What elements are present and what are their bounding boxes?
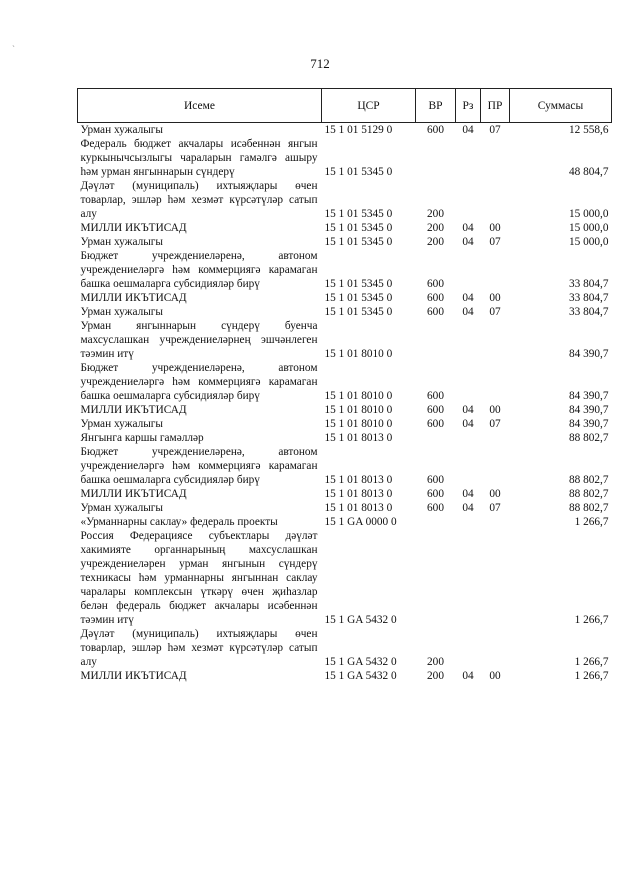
row-name: Урман янгыннарын сүндерү буенча махсуслашкан учреждениеләрнең эшчәнлеген тәэмин итү xyxy=(80,320,318,360)
table-row xyxy=(78,291,612,305)
row-pr: 00 xyxy=(489,670,501,682)
row-name: МИЛЛИ ИКЪТИСАД xyxy=(80,292,187,304)
row-vr: 600 xyxy=(427,292,444,304)
row-name: Дәүләт (муниципаль) ихтыяҗлары өчен товарлар, эшләр һәм хезмәт күрсәтүләр сатып алу xyxy=(80,180,318,220)
row-vr: 600 xyxy=(427,306,444,318)
row-vr xyxy=(416,137,456,179)
row-pr xyxy=(481,431,510,445)
row-rz xyxy=(456,179,481,221)
row-csr: 15 1 01 8013 0 xyxy=(324,488,393,500)
row-csr: 15 1 01 8013 0 xyxy=(324,502,393,514)
row-sum: 84 390,7 xyxy=(568,404,609,416)
row-vr xyxy=(416,431,456,445)
table-row xyxy=(78,305,612,319)
row-csr: 15 1 01 8010 0 xyxy=(324,404,393,416)
row-csr: 15 1 01 5345 0 xyxy=(324,292,393,304)
row-name: МИЛЛИ ИКЪТИСАД xyxy=(80,404,187,416)
header-csr: ЦСР xyxy=(322,89,416,123)
row-vr: 200 xyxy=(427,656,444,668)
budget-table xyxy=(77,88,612,683)
table-row xyxy=(78,529,612,627)
row-sum: 88 802,7 xyxy=(568,432,609,444)
row-name: МИЛЛИ ИКЪТИСАД xyxy=(80,670,187,682)
row-vr: 200 xyxy=(427,222,444,234)
row-csr: 15 1 01 5345 0 xyxy=(324,166,393,178)
scan-mark: ` xyxy=(12,44,15,54)
row-csr: 15 1 01 8010 0 xyxy=(324,418,393,430)
row-vr: 600 xyxy=(427,474,444,486)
row-sum: 1 266,7 xyxy=(574,670,609,682)
row-csr: 15 1 01 5345 0 xyxy=(324,208,393,220)
row-sum: 48 804,7 xyxy=(568,166,609,178)
row-sum: 33 804,7 xyxy=(568,278,609,290)
row-rz: 04 xyxy=(462,488,474,500)
row-vr: 200 xyxy=(427,208,444,220)
row-pr xyxy=(481,319,510,361)
row-vr: 600 xyxy=(427,390,444,402)
table-row xyxy=(78,361,612,403)
table-row xyxy=(78,431,612,445)
row-name: Федераль бюджет акчалары исәбеннән янгын куркынычсызлыгы чараларын гамәлгә ашыру һәм урман янгыннарын сүндерү xyxy=(80,138,318,178)
row-sum: 12 558,6 xyxy=(568,124,609,136)
table-body xyxy=(78,123,612,684)
table-row xyxy=(78,235,612,249)
row-pr: 07 xyxy=(489,418,501,430)
row-vr: 600 xyxy=(427,278,444,290)
row-name: Урман хужалыгы xyxy=(80,236,164,248)
table-row xyxy=(78,221,612,235)
row-pr xyxy=(481,445,510,487)
page-number: 712 xyxy=(310,56,330,71)
row-rz xyxy=(456,319,481,361)
row-csr: 15 1 01 5345 0 xyxy=(324,222,393,234)
row-vr: 200 xyxy=(427,670,444,682)
row-pr: 07 xyxy=(489,306,501,318)
row-name: Урман хужалыгы xyxy=(80,418,164,430)
row-name: МИЛЛИ ИКЪТИСАД xyxy=(80,222,187,234)
row-name: Бюджет учреждениеләренә, автоном учреждениеләргә һәм коммерциягә карамаган башка оешмаларга субсидияләр бирү xyxy=(80,250,318,290)
table-row xyxy=(78,319,612,361)
row-sum: 88 802,7 xyxy=(568,488,609,500)
row-sum: 15 000,0 xyxy=(568,208,609,220)
table-row xyxy=(78,669,612,683)
row-rz: 04 xyxy=(462,306,474,318)
table-row xyxy=(78,137,612,179)
row-pr: 07 xyxy=(489,124,501,136)
row-name: Янгынга каршы гамәлләр xyxy=(80,432,204,444)
row-csr: 15 1 GA 5432 0 xyxy=(324,670,397,682)
row-sum: 1 266,7 xyxy=(574,656,609,668)
row-rz: 04 xyxy=(462,222,474,234)
row-rz: 04 xyxy=(462,670,474,682)
row-csr: 15 1 01 8010 0 xyxy=(324,390,393,402)
row-sum: 84 390,7 xyxy=(568,390,609,402)
row-vr xyxy=(416,515,456,529)
row-csr: 15 1 01 5345 0 xyxy=(324,306,393,318)
row-csr: 15 1 01 8013 0 xyxy=(324,432,393,444)
row-csr: 15 1 01 8013 0 xyxy=(324,474,393,486)
row-name: «Урманнарны саклау» федераль проекты xyxy=(80,516,278,528)
row-rz: 04 xyxy=(462,292,474,304)
row-csr: 15 1 01 5345 0 xyxy=(324,236,393,248)
row-csr: 15 1 01 5129 0 xyxy=(324,124,393,136)
row-csr: 15 1 01 5345 0 xyxy=(324,278,393,290)
header-vr: ВР xyxy=(416,89,456,123)
table-row xyxy=(78,417,612,431)
table-header-row xyxy=(78,89,612,123)
table-row xyxy=(78,515,612,529)
row-vr: 200 xyxy=(427,236,444,248)
row-pr xyxy=(481,529,510,627)
row-csr: 15 1 GA 0000 0 xyxy=(324,516,397,528)
row-rz: 04 xyxy=(462,502,474,514)
row-sum: 33 804,7 xyxy=(568,306,609,318)
row-name: МИЛЛИ ИКЪТИСАД xyxy=(80,488,187,500)
row-vr xyxy=(416,529,456,627)
row-sum: 84 390,7 xyxy=(568,348,609,360)
row-pr: 00 xyxy=(489,404,501,416)
table-row xyxy=(78,627,612,669)
row-sum: 1 266,7 xyxy=(574,516,609,528)
row-rz: 04 xyxy=(462,404,474,416)
table-row xyxy=(78,179,612,221)
row-rz xyxy=(456,515,481,529)
row-csr: 15 1 GA 5432 0 xyxy=(324,614,397,626)
row-pr: 07 xyxy=(489,502,501,514)
row-vr: 600 xyxy=(427,488,444,500)
row-pr: 07 xyxy=(489,236,501,248)
table-row xyxy=(78,123,612,138)
row-name: Урман хужалыгы xyxy=(80,306,164,318)
row-pr xyxy=(481,627,510,669)
row-rz xyxy=(456,137,481,179)
row-pr xyxy=(481,249,510,291)
row-vr: 600 xyxy=(427,502,444,514)
row-rz xyxy=(456,627,481,669)
row-name: Россия Федерациясе субъектлары дәүләт хакимияте органнарының махсуслашкан учреждениеләрен урман янгынын сүндерү техникасы һәм урманнарны янгыннан саклау чаралары комплексын үткәрү өчен җиһазлар белән федераль бюджет акчалары исәбеннән тәэмин итү xyxy=(80,530,318,626)
row-vr: 600 xyxy=(427,404,444,416)
header-sum: Суммасы xyxy=(510,89,612,123)
row-rz xyxy=(456,249,481,291)
row-name: Дәүләт (муниципаль) ихтыяҗлары өчен товарлар, эшләр һәм хезмәт күрсәтүләр сатып алу xyxy=(80,628,318,668)
row-sum: 15 000,0 xyxy=(568,236,609,248)
row-csr: 15 1 GA 5432 0 xyxy=(324,656,397,668)
row-vr: 600 xyxy=(427,418,444,430)
row-rz: 04 xyxy=(462,236,474,248)
row-name: Урман хужалыгы xyxy=(80,124,164,136)
row-name: Бюджет учреждениеләренә, автоном учреждениеләргә һәм коммерциягә карамаган башка оешмаларга субсидияләр бирү xyxy=(80,362,318,402)
row-sum: 88 802,7 xyxy=(568,474,609,486)
row-sum: 33 804,7 xyxy=(568,292,609,304)
row-pr xyxy=(481,137,510,179)
row-rz xyxy=(456,445,481,487)
row-rz xyxy=(456,529,481,627)
row-pr xyxy=(481,179,510,221)
row-rz: 04 xyxy=(462,418,474,430)
row-pr: 00 xyxy=(489,222,501,234)
table-row xyxy=(78,445,612,487)
row-pr: 00 xyxy=(489,292,501,304)
header-pr: ПР xyxy=(481,89,510,123)
row-sum: 88 802,7 xyxy=(568,502,609,514)
row-vr: 600 xyxy=(427,124,444,136)
row-sum: 15 000,0 xyxy=(568,222,609,234)
row-pr xyxy=(481,515,510,529)
row-sum: 84 390,7 xyxy=(568,418,609,430)
table-row xyxy=(78,501,612,515)
row-sum: 1 266,7 xyxy=(574,614,609,626)
row-vr xyxy=(416,319,456,361)
table-row xyxy=(78,403,612,417)
header-name: Исеме xyxy=(78,89,322,123)
row-name: Бюджет учреждениеләренә, автоном учреждениеләргә һәм коммерциягә карамаган башка оешмаларга субсидияләр бирү xyxy=(80,446,318,486)
table-row xyxy=(78,487,612,501)
row-pr: 00 xyxy=(489,488,501,500)
header-rz: Рз xyxy=(456,89,481,123)
row-name: Урман хужалыгы xyxy=(80,502,164,514)
row-rz: 04 xyxy=(462,124,474,136)
row-rz xyxy=(456,431,481,445)
row-pr xyxy=(481,361,510,403)
row-rz xyxy=(456,361,481,403)
row-csr: 15 1 01 8010 0 xyxy=(324,348,393,360)
table-row xyxy=(78,249,612,291)
